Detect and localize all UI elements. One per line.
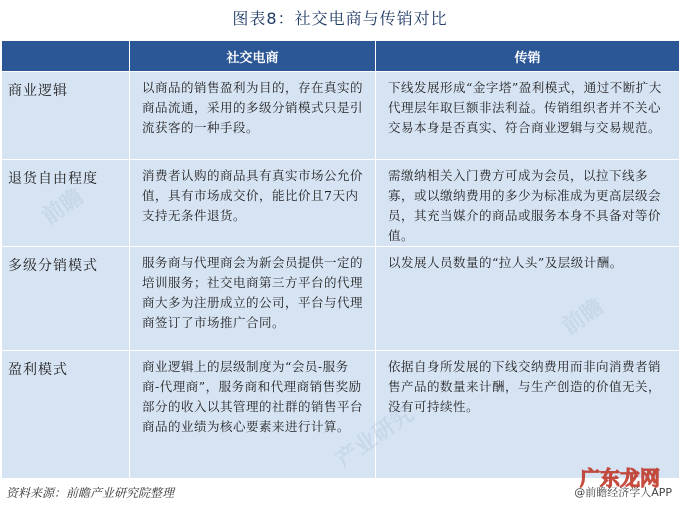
page-title: 图表8：社交电商与传销对比 [232, 9, 448, 28]
header-mlm: 传销 [376, 41, 680, 72]
table-row [2, 351, 680, 479]
comparison-table [1, 40, 680, 479]
table-row [2, 247, 680, 351]
source-note: 资料来源：前瞻产业研究院整理 [6, 486, 175, 500]
social-cell: 消费者认购的商品具有真实市场公允价值，具有市场成交价，能比价且7天内支持无条件退货。 [130, 160, 376, 247]
social-cell: 服务商与代理商会为新会员提供一定的培训服务；社交电商第三方平台的代理商大多为注册成立的公司，平台与代理商签订了市场推广合同。 [130, 247, 376, 351]
row-label: 多级分销模式 [2, 247, 130, 351]
social-cell: 商业逻辑上的层级制度为“会员-服务商-代理商”，服务商和代理商销售奖励部分的收入以其管理的社群的销售平台商品的业绩为核心要素来进行计算。 [130, 351, 376, 479]
mlm-cell: 以发展人员数量的“拉人头”及层级计酬。 [376, 247, 680, 351]
row-label: 商业逻辑 [2, 72, 130, 160]
table-row [2, 72, 680, 160]
header-blank [2, 41, 130, 72]
row-label: 退货自由程度 [2, 160, 130, 247]
header-social-ecommerce: 社交电商 [130, 41, 376, 72]
table-row [2, 160, 680, 247]
mlm-cell: 依据自身所发展的下线交纳费用而非向消费者销售产品的数量来计酬，与生产创造的价值无关，没有可持续性。 [376, 351, 680, 479]
mlm-cell: 需缴纳相关入门费方可成为会员，以拉下线多寡，或以缴纳费用的多少为标准成为更高层级会员，其充当媒介的商品或服务本身不具备对等价值。 [376, 160, 680, 247]
row-label: 盈利模式 [2, 351, 130, 479]
mlm-cell: 下线发展形成“金字塔”盈利模式，通过不断扩大代理层年取巨额非法利益。传销组织者并不关心交易本身是否真实、符合商业逻辑与交易规范。 [376, 72, 680, 160]
social-cell: 以商品的销售盈利为目的，存在真实的商品流通，采用的多级分销模式只是引流获客的一种手段。 [130, 72, 376, 160]
stamp-logo: 广东龙网 [580, 466, 660, 490]
table-header-row [2, 41, 680, 72]
brand-credit: @前瞻经济学人APP [574, 486, 672, 499]
